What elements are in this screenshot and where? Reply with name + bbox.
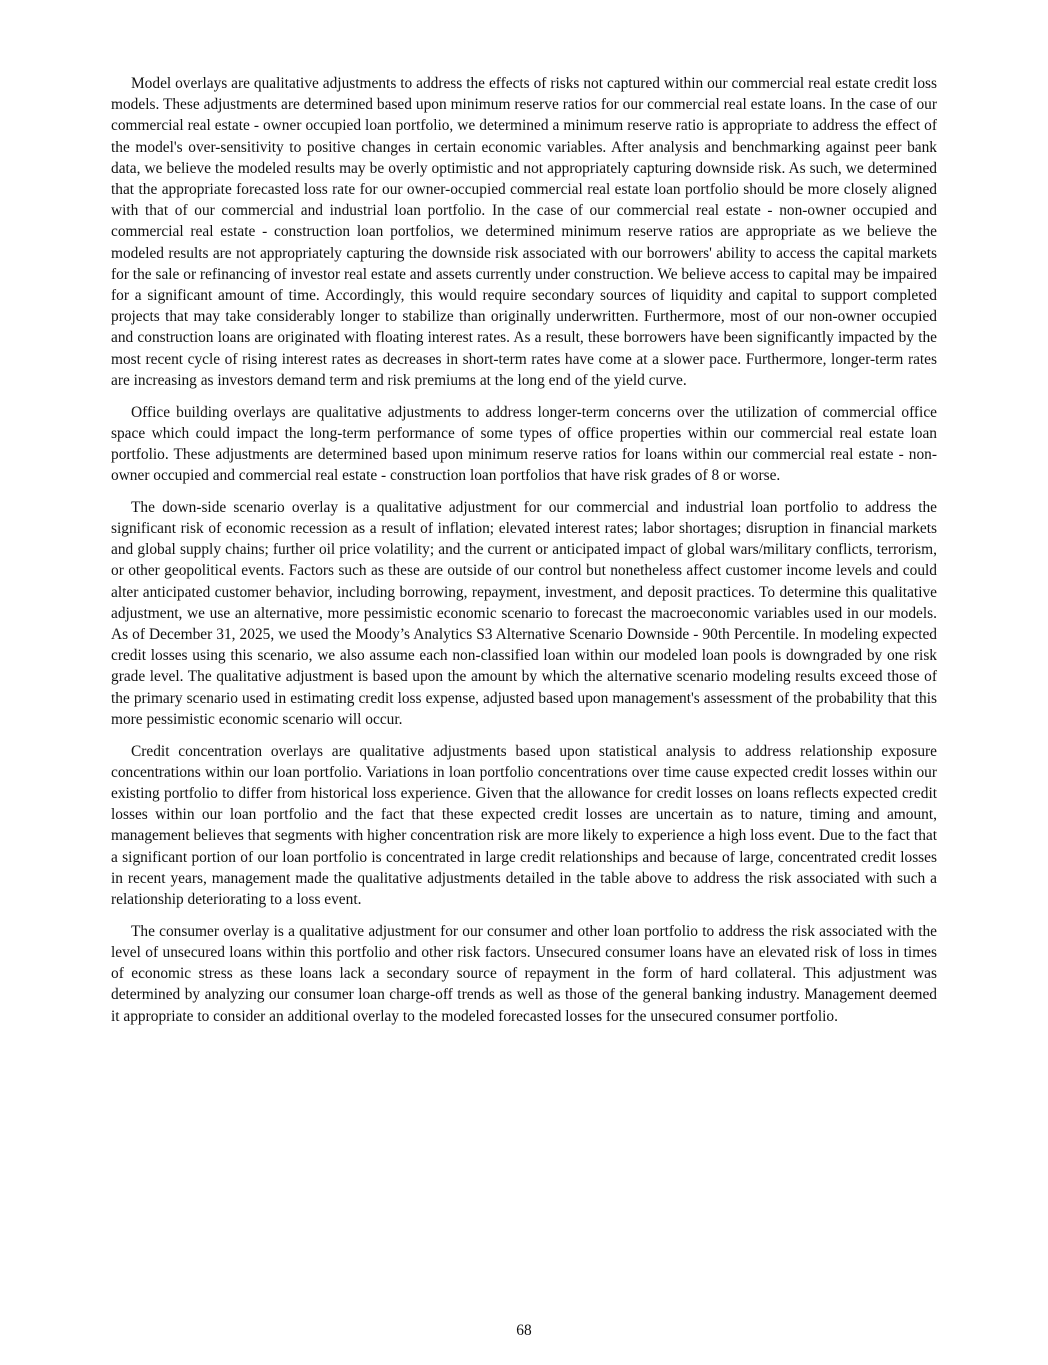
- paragraph-consumer-overlay: The consumer overlay is a qualitative adjustment for our consumer and other loan portfolio to address the risk associated with the level of unsecured loans within this portfolio and other risk factors. Unsecured consumer loans have an elevated risk of loss in times of economic stress as these loans lack a secondary source of repayment in the form of hard collateral. This adjustment was determined by analyzing our consumer loan charge-off trends as well as those of the general banking industry. Management deemed it appropriate to consider an additional overlay to the modeled forecasted losses for the unsecured consumer portfolio.: [111, 922, 937, 1025]
- paragraph-credit-concentration-overlays: Credit concentration overlays are qualitative adjustments based upon statistical analysis to address relationship exposure concentrations within our loan portfolio. Variations in loan portfolio concentrations over time cause expected credit losses within our existing portfolio to differ from historical loss experience. Given that the allowance for credit losses on loans reflects expected credit losses within our loan portfolio and the fact that these expected credit losses are uncertain as to nature, timing and amount, management believes that segments with higher concentration risk are more likely to experience a high loss event. Due to the fact that a significant portion of our loan portfolio is concentrated in large credit relationships and because of large, concentrated credit losses in recent years, management made the qualitative adjustments detailed in the table above to address the risk associated with such a relationship deteriorating to a loss event.: [111, 742, 937, 909]
- paragraph-down-side-scenario-overlay: The down-side scenario overlay is a qualitative adjustment for our commercial and industrial loan portfolio to address the significant risk of economic recession as a result of inflation; elevated interest rates; labor shortages; disruption in financial markets and global supply chains; further oil price volatility; and the current or anticipated impact of global wars/military conflicts, terrorism, or other geopolitical events. Factors such as these are outside of our control but nonetheless affect customer income levels and could alter anticipated customer behavior, including borrowing, repayment, investment, and deposit practices. To determine this qualitative adjustment, we use an alternative, more pessimistic economic scenario to forecast the macroeconomic variables used in our models. As of December 31, 2025, we used the Moody’s Analytics S3 Alternative Scenario Downside - 90th Percentile. In modeling expected credit losses using this scenario, we also assume each non-classified loan within our modeled loan pools is downgraded by one risk grade level. The qualitative adjustment is based upon the amount by which the alternative scenario modeling results exceed those of the primary scenario used in estimating credit loss expense, adjusted based upon management's assessment of the probability that this more pessimistic economic scenario will occur.: [111, 498, 937, 728]
- document-body: [111, 73, 937, 1037]
- paragraph-office-building-overlays: Office building overlays are qualitative adjustments to address longer-term concerns over the utilization of commercial office space which could impact the long-term performance of some types of office properties within our commercial real estate loan portfolio. These adjustments are determined based upon minimum reserve ratios for loans within our commercial real estate - non-owner occupied and commercial real estate - construction loan portfolios that have risk grades of 8 or worse.: [111, 403, 937, 485]
- paragraph-model-overlays: Model overlays are qualitative adjustments to address the effects of risks not captured within our commercial real estate credit loss models. These adjustments are determined based upon minimum reserve ratios for our commercial real estate loans. In the case of our commercial real estate - owner occupied loan portfolio, we determined a minimum reserve ratio is appropriate to address the effect of the model's over-sensitivity to positive changes in certain economic variables. After analysis and benchmarking against peer bank data, we believe the modeled results may be overly optimistic and not appropriately capturing downside risk. As such, we determined that the appropriate forecasted loss rate for our owner-occupied commercial real estate loan portfolio should be more closely aligned with that of our commercial and industrial loan portfolio. In the case of our commercial real estate - non-owner occupied and commercial real estate - construction loan portfolios, we determined minimum reserve ratios are appropriate as we believe the modeled results are not appropriately capturing the downside risk associated with our borrowers' ability to access the capital markets for the sale or refinancing of investor real estate and assets currently under construction. We believe access to capital may be impaired for a significant amount of time. Accordingly, this would require secondary sources of liquidity and capital to support completed projects that may take considerably longer to stabilize than originally underwritten. Furthermore, most of our non-owner occupied and construction loans are originated with floating interest rates. As a result, these borrowers have been significantly impacted by the most recent cycle of rising interest rates as decreases in short-term rates have come at a slower pace. Furthermore, longer-term rates are increasing as investors demand term and risk premiums at the long end of the yield curve.: [111, 75, 937, 389]
- page-number: 68: [516, 1322, 532, 1339]
